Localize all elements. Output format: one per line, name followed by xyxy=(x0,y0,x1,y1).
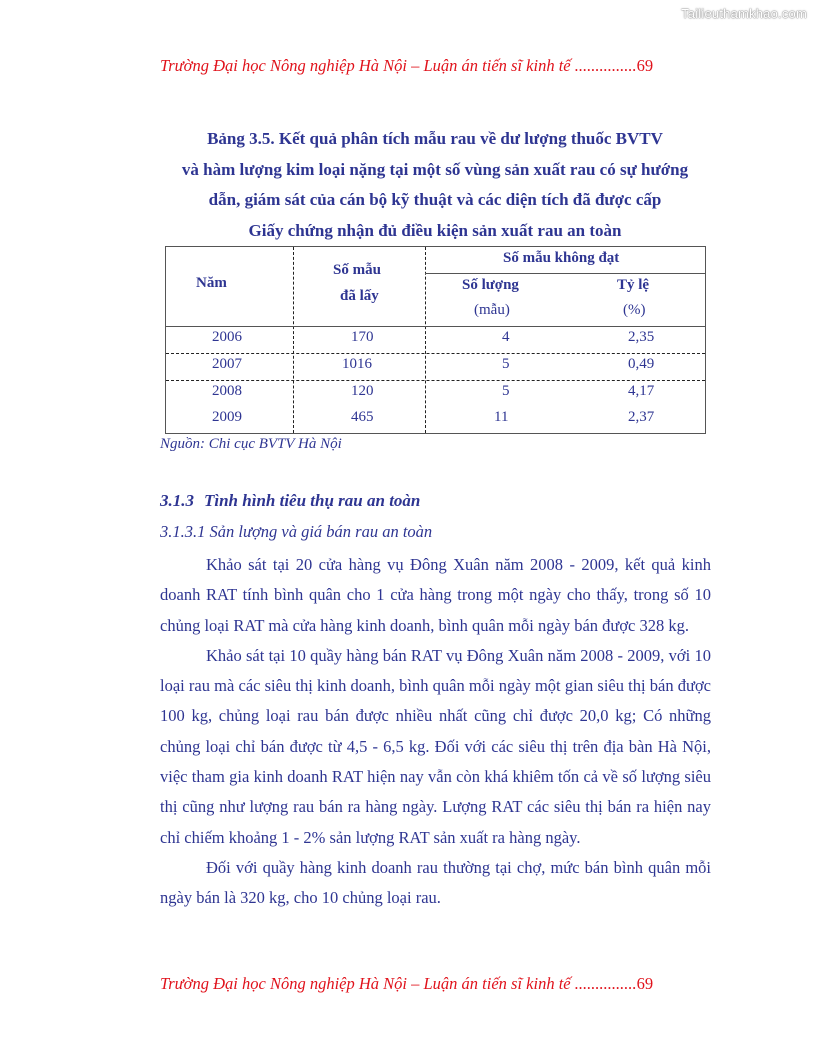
header-samples: Số mẫu xyxy=(333,262,381,278)
header-count-unit: (mẫu) xyxy=(474,302,510,318)
row-divider xyxy=(166,380,705,381)
running-header xyxy=(160,56,653,76)
group-divider xyxy=(425,273,706,274)
section-heading xyxy=(160,491,420,511)
cell-rate: 2,37 xyxy=(628,409,655,425)
header-rate-unit: (%) xyxy=(623,302,646,318)
results-table xyxy=(165,246,706,434)
section-title: Tình hình tiêu thụ rau an toàn xyxy=(204,491,421,510)
body-text xyxy=(160,550,711,914)
page-number: 69 xyxy=(636,974,654,993)
running-footer-text: Trường Đại học Nông nghiệp Hà Nội – Luận án tiến sĩ kinh tế ............... xyxy=(160,974,637,993)
header-year: Năm xyxy=(196,275,227,291)
header-divider xyxy=(166,326,705,327)
column-divider xyxy=(293,247,294,433)
paragraph: Đối với quầy hàng kinh doanh rau thường tại chợ, mức bán bình quân mỗi ngày bán là 320 kg, cho 10 chủng loại rau. xyxy=(160,857,711,908)
header-rate: Tỷ lệ xyxy=(617,277,650,293)
column-divider xyxy=(425,247,426,433)
subsection-heading: 3.1.3.1 Sản lượng và giá bán rau an toàn xyxy=(160,522,433,541)
caption-line: Giấy chứng nhận đủ điều kiện sản xuất rau an toàn xyxy=(248,220,622,240)
cell-year: 2009 xyxy=(212,409,242,425)
cell-samples: 120 xyxy=(351,383,374,399)
cell-samples: 465 xyxy=(351,409,374,425)
header-count: Số lượng xyxy=(462,277,519,293)
caption-line: Bảng 3.5. Kết quả phân tích mẫu rau về dư lượng thuốc BVTV xyxy=(207,129,663,148)
header-failed-group: Số mẫu không đạt xyxy=(503,250,620,266)
running-footer xyxy=(160,974,653,994)
cell-rate: 2,35 xyxy=(628,329,655,345)
row-divider xyxy=(166,353,705,354)
caption-line: dẫn, giám sát của cán bộ kỹ thuật và các diện tích đã được cấp xyxy=(208,190,662,209)
paragraph: Khảo sát tại 20 cửa hàng vụ Đông Xuân năm 2008 - 2009, kết quả kinh doanh RAT tính bình quân cho 1 cửa hàng trong một ngày cho thấy, trong số 10 chủng loại RAT mà cửa hàng kinh doanh, bình quân mỗi ngày bán được 328 kg. xyxy=(160,555,711,635)
caption-line: và hàm lượng kim loại nặng tại một số vùng sản xuất rau có sự hướng xyxy=(181,159,689,179)
running-header-text: Trường Đại học Nông nghiệp Hà Nội – Luận án tiến sĩ kinh tế ............... xyxy=(160,56,637,75)
watermark: Tailieuthamkhao.com xyxy=(681,6,807,21)
cell-year: 2007 xyxy=(212,356,242,372)
section-number: 3.1.3 xyxy=(160,491,194,510)
source-note: Nguồn: Chi cục BVTV Hà Nội xyxy=(160,436,342,452)
cell-count: 4 xyxy=(502,329,510,345)
cell-rate: 4,17 xyxy=(628,383,655,399)
cell-year: 2008 xyxy=(212,383,242,399)
cell-samples: 1016 xyxy=(342,356,372,372)
cell-samples: 170 xyxy=(351,329,374,345)
cell-count: 11 xyxy=(494,409,509,425)
cell-count: 5 xyxy=(502,383,510,399)
table-caption xyxy=(120,124,750,246)
cell-rate: 0,49 xyxy=(628,356,655,372)
cell-count: 5 xyxy=(502,356,510,372)
header-samples: đã lấy xyxy=(340,288,379,304)
paragraph: Khảo sát tại 10 quầy hàng bán RAT vụ Đông Xuân năm 2008 - 2009, với 10 loại rau mà các siêu thị kinh doanh, bình quân mỗi ngày một gian siêu thị bán được 100 kg, chủng loại rau bán được nhiều nhất cũng chỉ được 20,0 kg; Có những chủng loại chỉ bán được từ 4,5 - 6,5 kg. Đối với các siêu thị trên địa bàn Hà Nội, việc tham gia kinh doanh RAT hiện nay vẫn còn khá khiêm tốn cả về số lượng siêu thị cũng như lượng rau bán ra hàng ngày. Lượng RAT các siêu thị bán ra hiện nay chỉ chiếm khoảng 1 - 2% sản lượng RAT sản xuất ra hàng ngày. xyxy=(160,645,711,847)
cell-year: 2006 xyxy=(212,329,242,345)
page-number: 69 xyxy=(636,56,654,75)
